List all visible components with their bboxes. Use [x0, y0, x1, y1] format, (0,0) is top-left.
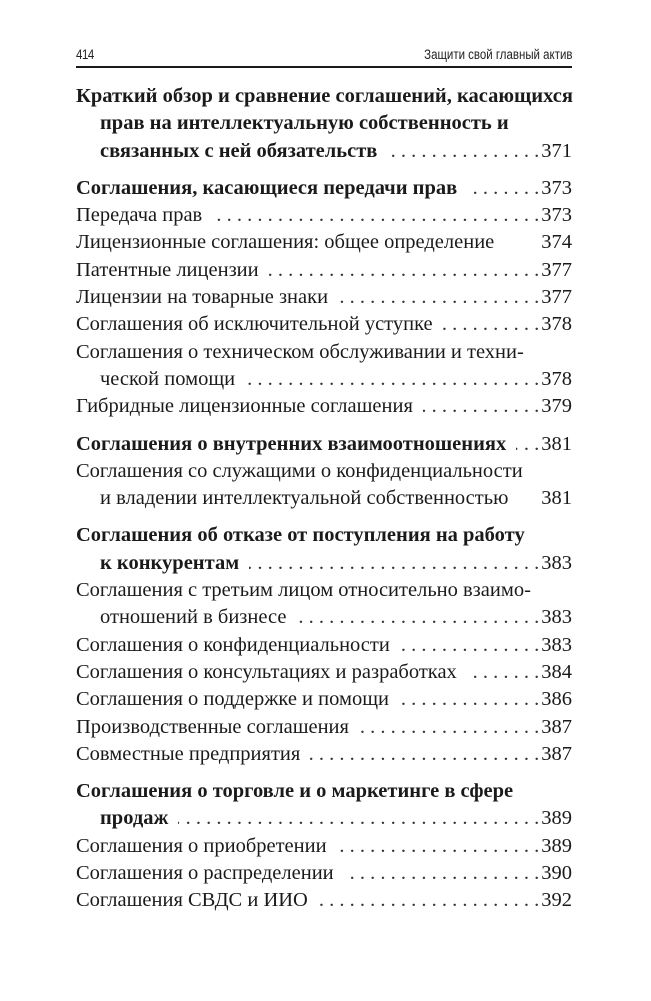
toc-entry — [76, 887, 572, 914]
running-head — [76, 47, 572, 65]
table-of-contents — [76, 83, 572, 925]
dot-leader — [212, 202, 539, 229]
toc-page-number: 392 — [541, 889, 572, 912]
toc-entry-line — [76, 833, 572, 860]
toc-page-number: 377 — [541, 258, 572, 281]
dot-leader — [516, 431, 539, 458]
toc-entry-title: Соглашения о приобретении — [76, 834, 327, 857]
toc-page-number: 389 — [541, 834, 572, 857]
toc-page-number: 379 — [541, 395, 572, 418]
toc-entry-title: прав на интеллектуальную собственность и — [100, 112, 509, 135]
toc-entry — [76, 714, 572, 741]
toc-entry-title: Передача прав — [76, 204, 203, 227]
toc-entry-line — [76, 778, 572, 805]
toc-entry-title: Соглашения о торговле и о маркетинге в сфере — [76, 780, 514, 803]
toc-entry-line — [76, 805, 572, 832]
toc-entry-line — [76, 229, 572, 256]
toc-page-number: 386 — [541, 688, 572, 711]
toc-entry — [76, 202, 572, 229]
toc-entry-title: продаж — [100, 807, 169, 830]
toc-page-number: 383 — [541, 633, 572, 656]
toc-page-number: 389 — [541, 807, 572, 830]
toc-page-number: 387 — [541, 742, 572, 765]
toc-entry-line — [76, 741, 572, 768]
toc-page-number: 371 — [541, 139, 572, 162]
toc-page-number: 381 — [541, 487, 572, 510]
toc-entry-title: Краткий обзор и сравнение соглашений, касающихся — [76, 85, 573, 107]
dot-leader — [359, 714, 539, 741]
toc-entry-line — [76, 202, 572, 229]
toc-entry-line — [76, 311, 572, 338]
dot-leader — [296, 604, 539, 631]
toc-section — [76, 778, 572, 914]
toc-entry-line — [76, 431, 572, 458]
toc-section — [76, 175, 572, 421]
toc-entry-line — [76, 83, 572, 110]
dot-leader — [338, 284, 539, 311]
toc-entry — [76, 229, 572, 256]
toc-page-number: 383 — [541, 551, 572, 574]
toc-entry-title: Гибридные лицензионные соглашения — [76, 395, 413, 418]
toc-entry-title: к конкурентам — [100, 551, 240, 574]
dot-leader — [249, 550, 539, 577]
toc-section — [76, 522, 572, 768]
toc-page-number: 390 — [541, 862, 572, 885]
toc-page-number: 378 — [541, 367, 572, 390]
toc-entry-line — [76, 550, 572, 577]
dot-leader — [467, 175, 539, 202]
toc-entry-title: Патентные лицензии — [76, 258, 259, 281]
toc-entry — [76, 311, 572, 338]
toc-page-number: 381 — [541, 432, 572, 455]
toc-entry-line — [76, 138, 572, 165]
toc-entry-title: Производственные соглашения — [76, 715, 349, 738]
toc-heading-entry — [76, 431, 572, 458]
toc-entry-line — [76, 485, 572, 512]
toc-section — [76, 431, 572, 513]
toc-entry — [76, 860, 572, 887]
dot-leader — [467, 659, 539, 686]
toc-entry-title: Соглашения СВДС и ИИО — [76, 889, 308, 912]
dot-leader — [269, 257, 540, 284]
toc-entry — [76, 659, 572, 686]
toc-page-number: 373 — [541, 176, 572, 199]
toc-entry — [76, 577, 572, 632]
toc-entry-title: Соглашения, касающиеся передачи прав — [76, 176, 458, 199]
dot-leader — [423, 393, 539, 420]
toc-section — [76, 83, 572, 165]
toc-page-number: 387 — [541, 715, 572, 738]
toc-entry-line — [76, 393, 572, 420]
toc-entry — [76, 741, 572, 768]
toc-entry-line — [76, 887, 572, 914]
dot-leader — [310, 741, 539, 768]
dot-leader — [400, 632, 539, 659]
dot-leader — [245, 366, 539, 393]
toc-page-number: 373 — [541, 204, 572, 227]
toc-entry-line — [76, 860, 572, 887]
toc-entry-title: Соглашения об исключительной уступке — [76, 313, 433, 336]
toc-entry — [76, 833, 572, 860]
toc-entry-title: Соглашения с третьим лицом относительно взаимо- — [76, 579, 531, 602]
toc-entry — [76, 284, 572, 311]
dot-leader — [337, 833, 540, 860]
toc-entry-title: Соглашения о поддержке и помощи — [76, 688, 389, 711]
dot-leader — [387, 138, 539, 165]
toc-heading-entry — [76, 778, 572, 833]
toc-page-number: 383 — [541, 606, 572, 629]
toc-entry — [76, 393, 572, 420]
toc-entry-title: Лицензионные соглашения: общее определение — [76, 231, 495, 254]
toc-entry — [76, 458, 572, 513]
toc-entry-title: и владении интеллектуальной собственностью — [100, 487, 509, 510]
toc-entry-line — [76, 458, 572, 485]
toc-entry — [76, 686, 572, 713]
toc-heading-entry — [76, 522, 572, 577]
toc-entry-line — [76, 284, 572, 311]
toc-entry-line — [76, 257, 572, 284]
toc-heading-entry — [76, 175, 572, 202]
toc-entry-line — [76, 577, 572, 604]
toc-page-number: 378 — [541, 313, 572, 336]
toc-entry — [76, 632, 572, 659]
toc-entry-title: Соглашения о техническом обслуживании и техни- — [76, 340, 524, 363]
toc-entry-line — [76, 522, 572, 549]
toc-entry-title: ческой помощи — [100, 367, 236, 390]
toc-entry-title: Соглашения со служащими о конфиденциальности — [76, 459, 523, 482]
toc-entry-title: Соглашения о внутренних взаимоотношениях — [76, 432, 507, 455]
toc-heading-entry — [76, 83, 572, 165]
toc-entry-title: Соглашения о консультациях и разработках — [76, 660, 457, 683]
dot-leader — [399, 686, 539, 713]
dot-leader — [443, 311, 540, 338]
toc-entry-title: Совместные предприятия — [76, 742, 301, 765]
toc-entry-line — [76, 604, 572, 631]
toc-entry-title: связанных с ней обязательств — [100, 139, 378, 162]
toc-entry-line — [76, 632, 572, 659]
toc-entry-line — [76, 175, 572, 202]
toc-entry-title: отношений в бизнесе — [100, 606, 287, 629]
toc-entry-line — [76, 714, 572, 741]
toc-page-number: 384 — [541, 660, 572, 683]
toc-entry-line — [76, 339, 572, 366]
toc-entry-title: Соглашения о распределении — [76, 862, 334, 885]
toc-entry-title: Соглашения о конфиденциальности — [76, 633, 390, 656]
toc-page-number: 374 — [541, 231, 572, 254]
toc-entry-line — [76, 366, 572, 393]
toc-entry-line — [76, 686, 572, 713]
dot-leader — [344, 860, 540, 887]
page-number: 414 — [76, 47, 94, 62]
toc-entry-line — [76, 110, 572, 137]
header-rule — [76, 66, 572, 68]
toc-page-number: 377 — [541, 286, 572, 309]
toc-entry — [76, 339, 572, 394]
toc-entry-line — [76, 659, 572, 686]
toc-entry — [76, 257, 572, 284]
running-head-title: Защити свой главный актив — [423, 47, 572, 62]
toc-entry-title: Соглашения об отказе от поступления на работу — [76, 524, 525, 547]
toc-entry-title: Лицензии на товарные знаки — [76, 286, 329, 309]
dot-leader — [178, 805, 539, 832]
dot-leader — [318, 887, 539, 914]
